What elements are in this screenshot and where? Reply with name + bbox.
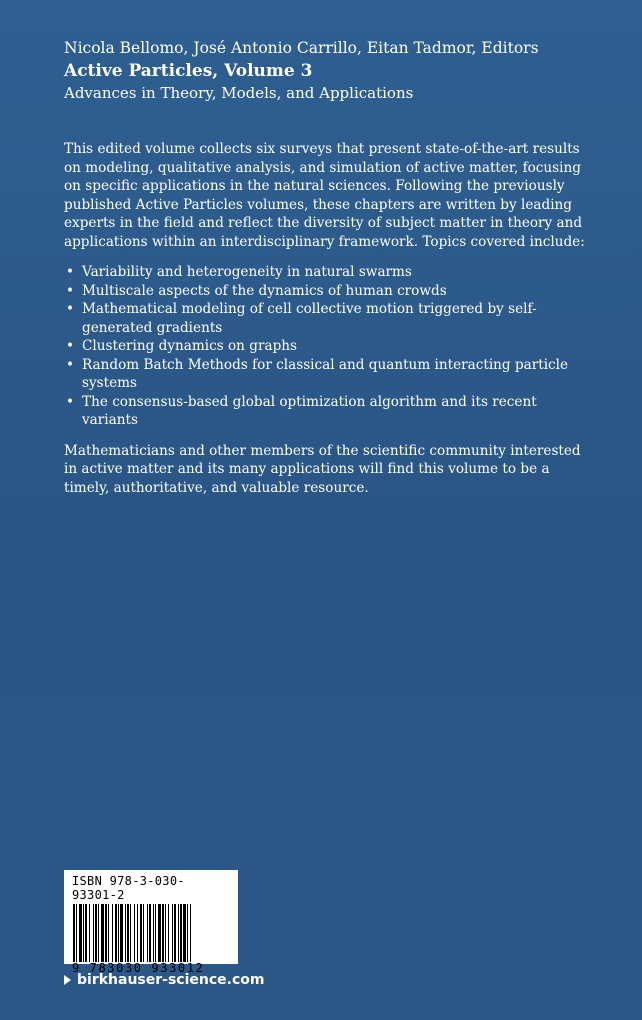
topic-item: • The consensus-based global optimization algorithm and its recent variants <box>66 393 537 428</box>
topic-item: • Random Batch Methods for classical and quantum interacting particle systems <box>66 356 569 391</box>
bullet-icon: • <box>66 264 75 280</box>
barcode-digits: 9 783030 933012 <box>72 961 205 975</box>
topic-item: • Variability and heterogeneity in natural swarms <box>66 264 412 280</box>
website-link[interactable] <box>64 972 264 988</box>
intro-paragraph: This edited volume collects six surveys that present state-of-the-art results on modeling, qualitative analysis, and simulation of active matter, focusing on specific applications in the natural sciences. Following the previously published Active Particles volumes, these chapters are written by leading experts in the field and reflect the diversity of subject matter in theory and applications within an interdisciplinary framework. Topics covered include: <box>64 141 585 250</box>
website-text: birkhauser-science.com <box>77 972 265 988</box>
arrow-right-icon <box>64 975 71 985</box>
topic-list <box>64 263 592 430</box>
isbn-barcode <box>64 870 238 975</box>
bullet-icon: • <box>66 338 75 354</box>
book-title: Active Particles, Volume 3 <box>64 61 313 81</box>
isbn-label: ISBN 978-3-030-93301-2 <box>72 874 185 902</box>
bullet-icon: • <box>66 282 75 299</box>
cover-header <box>64 38 604 103</box>
closing-paragraph: Mathematicians and other members of the scientific community interested in active matter and its many applications will find this volume to be a timely, authoritative, and valuable resource. <box>64 442 581 496</box>
blurb <box>64 140 592 497</box>
topic-item: • Mathematical modeling of cell collective motion triggered by self-generated gradients <box>66 301 537 336</box>
bullet-icon: • <box>66 301 75 317</box>
bullet-icon: • <box>66 356 75 373</box>
bullet-icon: • <box>66 393 75 410</box>
topic-item: • Multiscale aspects of the dynamics of human crowds <box>66 282 447 299</box>
book-subtitle: Advances in Theory, Models, and Applications <box>64 84 414 102</box>
topic-item: • Clustering dynamics on graphs <box>66 338 297 354</box>
editors-line: Nicola Bellomo, José Antonio Carrillo, Eitan Tadmor, Editors <box>64 39 539 57</box>
barcode-bars <box>72 904 230 962</box>
